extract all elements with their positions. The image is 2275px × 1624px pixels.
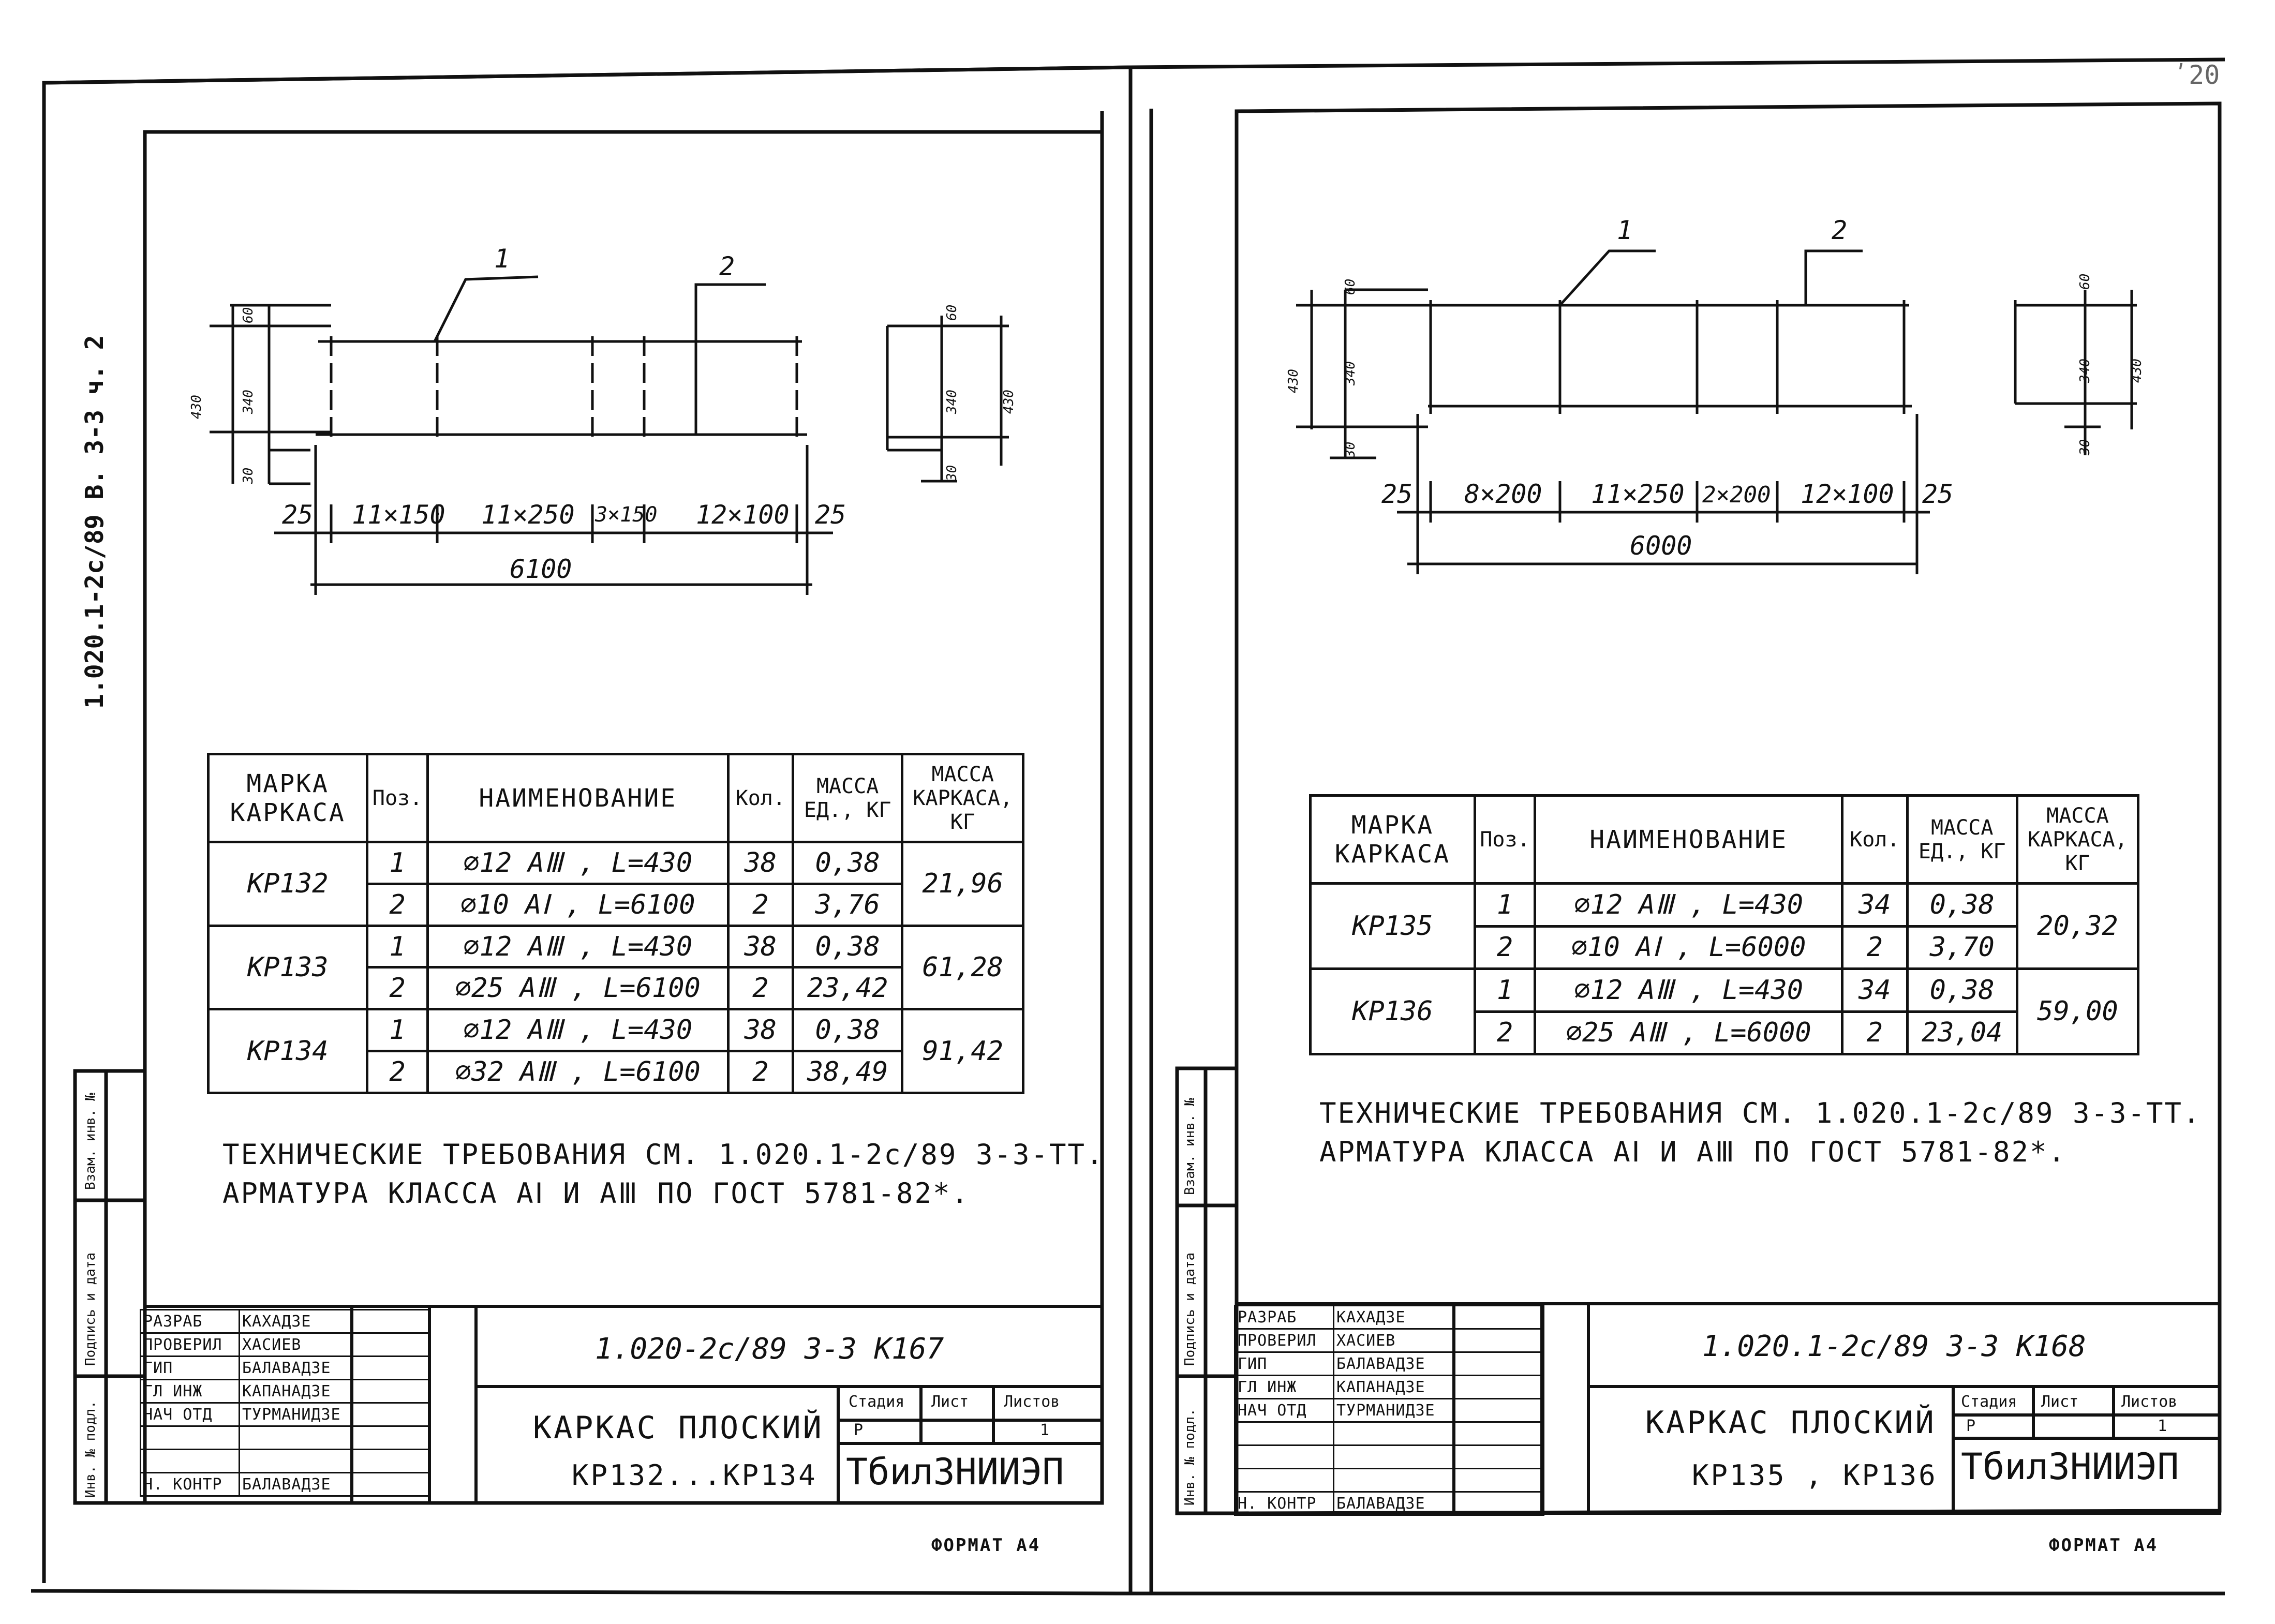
side-dim-340: 340 <box>2077 359 2093 383</box>
dim-60: 60 <box>241 307 256 323</box>
doc-code: 1.020-2с/89 3-3 К167 <box>595 1332 944 1366</box>
sheets-count: 1 <box>2158 1417 2167 1435</box>
dim-340: 340 <box>241 390 256 414</box>
table-row: 2 ⌀25 АⅢ , L=6100 2 23,42 <box>209 967 1023 1009</box>
hdim-2: 11×250 <box>481 500 575 530</box>
header-pos: Поз. <box>367 754 428 842</box>
table-row: КР132 1 ⌀12 АⅢ , L=430 38 0,38 21,96 <box>209 842 1023 884</box>
header-unit-mass: МАССА ЕД., КГ <box>1907 796 2017 884</box>
total-length: 6100 <box>510 554 572 584</box>
hdim-2: 11×250 <box>1591 479 1685 509</box>
organization: ТбилЗНИИЭП <box>1961 1446 2179 1488</box>
sheets-count: 1 <box>1040 1421 1050 1439</box>
callout-2: 2 <box>719 251 735 281</box>
callout-1: 1 <box>1617 215 1633 245</box>
side-label-signature: Подпись и дата <box>1182 1252 1198 1366</box>
side-dim-30: 30 <box>2077 439 2093 455</box>
sheet-label: Лист <box>2041 1393 2079 1411</box>
margin-code: 1.020.1-2c/89 В. 3-3 ч. 2 <box>80 335 109 709</box>
hdim-3: 2×200 <box>1702 482 1771 508</box>
header-mark: МАРКА КАРКАСА <box>1311 796 1475 884</box>
header-pos: Поз. <box>1475 796 1535 884</box>
stage-label: Стадия <box>1961 1393 2017 1411</box>
hdim-25-left: 25 <box>282 500 314 530</box>
stage-value: Р <box>1966 1417 1976 1435</box>
side-label-inventory: Инв. № подл. <box>83 1400 98 1498</box>
header-name: НАИМЕНОВАНИЕ <box>1535 796 1842 884</box>
hdim-4: 12×100 <box>1801 479 1894 509</box>
table-row: КР135 1 ⌀12 АⅢ , L=430 34 0,38 20,32 <box>1311 884 2138 927</box>
table-row: 2 ⌀10 АⅠ , L=6100 2 3,76 <box>209 884 1023 926</box>
side-dim-60: 60 <box>944 304 960 321</box>
side-label-signature: Подпись и дата <box>83 1252 98 1366</box>
side-dim-430: 430 <box>1001 390 1017 414</box>
side-dim-30: 30 <box>944 465 960 481</box>
note-2: АРМАТУРА КЛАССА АⅠ И АⅢ ПО ГОСТ 5781-82*. <box>1319 1136 2067 1168</box>
staff-row: НАЧ ОТД ТУРМАНИДЗЕ <box>141 1403 429 1426</box>
drawing-subtitle: КР132...КР134 <box>572 1459 817 1492</box>
hdim-25-right: 25 <box>815 500 846 530</box>
total-length: 6000 <box>1630 531 1692 561</box>
hdim-3: 3×150 <box>595 503 658 527</box>
side-dim-430: 430 <box>2129 359 2145 383</box>
dim-30: 30 <box>1343 441 1358 458</box>
table-row: 2 ⌀10 АⅠ , L=6000 2 3,70 <box>1311 926 2138 969</box>
note-2: АРМАТУРА КЛАССА АⅠ И АⅢ ПО ГОСТ 5781-82*. <box>222 1177 970 1210</box>
side-dim-340: 340 <box>944 390 960 414</box>
organization: ТбилЗНИИЭП <box>846 1451 1064 1493</box>
table-row: КР136 1 ⌀12 АⅢ , L=430 34 0,38 59,00 <box>1311 969 2138 1012</box>
staff-row: ГИП БАЛАВАДЗЕ <box>1235 1352 1544 1376</box>
header-qty: Кол. <box>1842 796 1908 884</box>
callout-1: 1 <box>494 244 510 274</box>
side-label-replacement: Взам. инв. № <box>1182 1098 1198 1195</box>
note-1: ТЕХНИЧЕСКИЕ ТРЕБОВАНИЯ СМ. 1.020.1-2с/89 3-3-ТТ. <box>222 1138 1105 1171</box>
header-frame-mass: МАССА КАРКАСА, КГ <box>902 754 1023 842</box>
sheets-label: Листов <box>1004 1393 1060 1411</box>
format-label: ФОРМАТ А4 <box>931 1535 1041 1556</box>
staff-row: РАЗРАБ КАХАДЗЕ <box>141 1310 429 1333</box>
staff-table <box>140 1309 429 1497</box>
header-qty: Кол. <box>728 754 793 842</box>
dim-430: 430 <box>1286 369 1301 393</box>
table-row: 2 ⌀32 АⅢ , L=6100 2 38,49 <box>209 1051 1023 1093</box>
table-row: КР134 1 ⌀12 АⅢ , L=430 38 0,38 91,42 <box>209 1009 1023 1051</box>
note-1: ТЕХНИЧЕСКИЕ ТРЕБОВАНИЯ СМ. 1.020.1-2с/89 3-3-ТТ. <box>1319 1097 2202 1129</box>
drawing-subtitle: КР135 , КР136 <box>1692 1459 1938 1492</box>
hdim-25-left: 25 <box>1381 479 1413 509</box>
staff-row: ПРОВЕРИЛ ХАСИЕВ <box>141 1333 429 1357</box>
staff-row: ГЛ ИНЖ КАПАНАДЗЕ <box>141 1380 429 1403</box>
dim-60: 60 <box>1343 278 1358 295</box>
header-frame-mass: МАССА КАРКАСА, КГ <box>2017 796 2138 884</box>
stage-label: Стадия <box>849 1393 905 1411</box>
callout-2: 2 <box>1832 215 1848 245</box>
hdim-1: 8×200 <box>1464 479 1542 509</box>
table-row: КР133 1 ⌀12 АⅢ , L=430 38 0,38 61,28 <box>209 926 1023 967</box>
stage-value: Р <box>854 1421 864 1439</box>
staff-row: Н. КОНТР БАЛАВАДЗЕ <box>141 1473 429 1496</box>
doc-code: 1.020.1-2с/89 3-3 К168 <box>1702 1330 2086 1363</box>
staff-row: Н. КОНТР БАЛАВАДЗЕ <box>1235 1492 1544 1515</box>
format-label: ФОРМАТ А4 <box>2049 1535 2159 1556</box>
spec-table <box>207 753 1024 1094</box>
hdim-1: 11×150 <box>352 500 445 530</box>
staff-row: ГИП БАЛАВАДЗЕ <box>141 1357 429 1380</box>
staff-row: ПРОВЕРИЛ ХАСИЕВ <box>1235 1329 1544 1352</box>
side-dim-60: 60 <box>2077 273 2093 290</box>
staff-table <box>1234 1305 1544 1516</box>
staff-row: РАЗРАБ КАХАДЗЕ <box>1235 1306 1544 1329</box>
drawing-title: КАРКАС ПЛОСКИЙ <box>533 1410 824 1446</box>
sheets-label: Листов <box>2121 1393 2178 1411</box>
dim-30: 30 <box>241 467 256 484</box>
hdim-25-right: 25 <box>1922 479 1954 509</box>
side-label-replacement: Взам. инв. № <box>83 1093 98 1190</box>
table-row: 2 ⌀25 АⅢ , L=6000 2 23,04 <box>1311 1011 2138 1054</box>
header-mark: МАРКА КАРКАСА <box>209 754 367 842</box>
header-name: НАИМЕНОВАНИЕ <box>427 754 728 842</box>
staff-row: ГЛ ИНЖ КАПАНАДЗЕ <box>1235 1376 1544 1399</box>
corner-mark: ʹ20 <box>2173 60 2220 90</box>
hdim-4: 12×100 <box>696 500 790 530</box>
sheet-label: Лист <box>931 1393 969 1411</box>
dim-340: 340 <box>1343 361 1358 385</box>
side-label-inventory: Инв. № подл. <box>1182 1408 1198 1506</box>
header-unit-mass: МАССА ЕД., КГ <box>793 754 902 842</box>
spec-table <box>1309 794 2139 1055</box>
staff-row: НАЧ ОТД ТУРМАНИДЗЕ <box>1235 1399 1544 1422</box>
dim-430: 430 <box>189 395 204 419</box>
drawing-title: КАРКАС ПЛОСКИЙ <box>1645 1405 1936 1441</box>
